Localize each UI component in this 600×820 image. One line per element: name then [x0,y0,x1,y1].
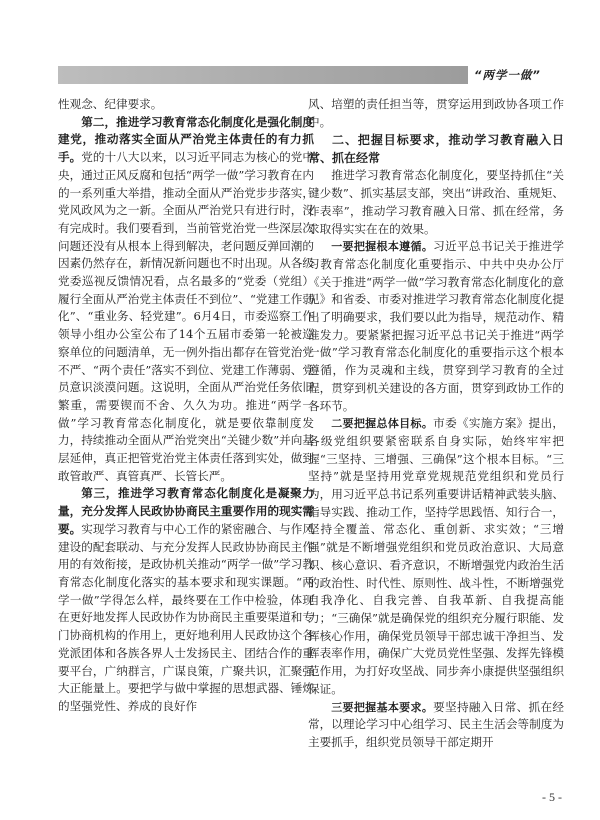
page-number: - 5 - [542,790,562,804]
right-column [308,96,564,752]
paragraph-body: 要坚持融入日常、抓在经常，以理论学习中心组学习、民主生活会等制度为主要抓手，组织党员领导干部定期开 [308,699,564,749]
paragraph-lead: 第三，推进学习教育常态化制度化是凝聚力量，充分发挥人民政协协商民主重要作用的现实需要。 [58,486,314,536]
paragraph [308,238,564,415]
paragraph: 推进学习教育常态化制度化，要坚持抓住“关键少数”、抓实基层支部，突出“讲政治、重规矩、作表率”，推动学习教育融入日常、抓在经常，务求取得实实在在的效果。 [308,168,564,236]
paragraph-body: 党的十八大以来，以习近平同志为核心的党中央，通过正风反腐和包括“两学一做”学习教育在内的一系列重大举措，推动全面从严治党步步落实，党风政风为之一新。全面从严治党只有进行时，没有完成时。我们要看到，当前管党治党一些深层次问题还没有从根本上得到解决，老问题反弹回潮的因素仍然存在，新情况新问题也不时出现。从各级党委巡视反馈情况看，点名最多的“党委（党组）履行全面从严治党主体责任不到位”、“党建工作弱化”、“重业务、轻党建”。6月4日，市委巡察工作领导小组办公室公布了14个五届市委第一轮被巡察单位的问题清单，无一例外指出都存在管党治党不严、“两个责任”落实不到位、党建工作薄弱、党员意识淡漠问题。这说明，全面从严治党任务依旧繁重，需要锲而不舍、久久为功。推进“两学一做”学习教育常态化制度化，就是要依靠制度发力，持续推动全面从严治党突出“关键少数”并向基层延伸，真正把管党治党主体责任落到实处，做到敢管敢严、真管真严、长管长严。 [58,150,314,483]
paragraph-lead: 三要把握基本要求。 [331,700,434,714]
section-heading: 二、把握目标要求，推动学习教育融入日常、抓在经常 [308,133,564,166]
paragraph-lead: 一要把握根本遵循。 [331,240,434,254]
paragraph: 风、培塑的责任担当等，贯穿运用到政协各项工作中。 [308,97,564,129]
paragraph [308,699,564,752]
paragraph [308,415,564,698]
header-bar [58,66,468,84]
section-tag: “两学一做” [474,68,541,82]
paragraph-lead: 第二，推进学习教育常态化制度化是强化制度建党，推动落实全面从严治党主体责任的有力抓手。 [58,114,314,165]
paragraph-body: 习近平总书记关于推进学习教育常态化制度化重要指示、中共中央办公厅《关于推进“两学一做”学习教育常态化制度化的意见》和省委、市委对推进学习教育常态化制度化提出了明确要求，我们要以此为指导，规范动作、精准发力。要紧紧把握习近平总书记关于推进“两学一做”学习教育常态化制度化的重要指示这个根本遵循，作为灵魂和主线，贯穿到学习教育的全过程，贯穿到机关建设的各方面，贯穿到政协工作的各环节。 [308,239,564,413]
paragraph [58,485,314,715]
paragraph-lead: 二要把握总体目标。 [331,417,434,431]
left-column [58,96,314,716]
paragraph: 性观念、纪律要求。 [58,97,163,111]
paragraph-body: 市委《实施方案》提出，各级党组织要紧密联系自身实际，始终牢牢把握“三坚持、三增强、三确保”这个根本目标。“三坚持”就是坚持用党章党规规范党组织和党员行为，用习近平总书记系列重要讲话精神武装头脑、指导实践、推动工作，坚持学思践悟、知行合一，坚持全覆盖、常态化、重创新、求实效；“三增强”就是不断增强党组织和党员政治意识、大局意识、核心意识、看齐意识，不断增强党内政治生活的政治性、时代性、原则性、战斗性，不断增强党自我净化、自我完善、自我革新、自我提高能力；“三确保”就是确保党的组织充分履行职能、发挥核心作用，确保党员领导干部忠诚干净担当、发挥表率作用，确保广大党员党性坚强、发挥先锋模范作用，为打好攻坚战、同步奔小康提供坚强组织保证。 [308,416,564,696]
paragraph-body: 实现学习教育与中心工作的紧密融合、与作风建设的配套联动、与充分发挥人民政协协商民主作用的有效衔接，是政协机关推动“两学一做”学习教育常态化制度化落实的基本要求和现实课题。“两学一做”学得怎么样，最终要在工作中检验，体现在更好地发挥人民政协作为协商民主重要渠道和专门协商机构的作用上，更好地利用人民政协这个各党派团体和各族各界人士发扬民主、团结合作的重要平台，广纳群言，广谋良策，广聚共识，汇聚强大正能量上。要把学与做中掌握的思想武器、锤炼的坚强党性、养成的良好作 [58,521,314,713]
paragraph [58,114,314,486]
